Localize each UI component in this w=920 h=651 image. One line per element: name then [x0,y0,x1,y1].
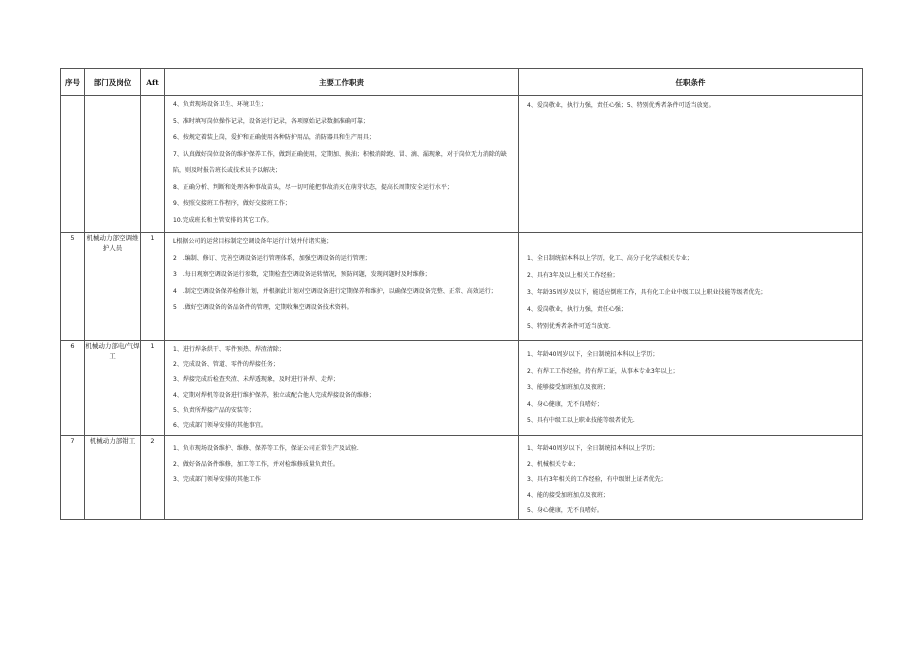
table-row [61,96,863,233]
row-qty [141,96,165,233]
cell-line: 10.完成班长和主管安排的其它工作。 [173,216,273,224]
cell-line: 5、准时填写岗位操作记录，设备运行记录，各项原始记录数据准确可靠； [173,117,369,125]
row-duties [165,233,519,341]
cell-line: 4、身心健康，无不良嗜好； [527,400,603,408]
cell-line: 5、身心健康，无不良嗜好。 [527,507,603,514]
cell-line: 1、进行焊条烘干、零件预热、焊渣清除； [173,346,285,353]
cell-line: 1、年龄40周岁以下，全日制统招本科以上学历； [527,445,659,452]
row-requirements [519,233,863,341]
duties-list [165,233,518,340]
cell-line: 9、按照交接班工作程序，做好交接班工作； [173,200,291,207]
cell-line: 5、负责所焊接产品的安装等； [173,406,255,414]
cell-line: 2、具有3年及以上相关工作经验； [527,272,619,279]
cell-line: 5、特别优秀者条件可适当放宽. [527,323,611,330]
duties-list [165,341,518,433]
row-dept [85,96,141,233]
cell-line: 4、爱岗敬业，执行力强，责任心强； [527,306,627,313]
cell-line: 4、能的接受加班加点及夜班； [527,491,609,499]
row-no: 5 [61,233,85,341]
duties-list [165,436,518,488]
cell-line: 3、年龄35周岁及以下，能适应倒班工作，具有化工企业中级工以上职业技能等级者优先； [527,289,767,296]
cell-line: 3 .每日观察空调设备运行参数，定期检查空调设备运转情况，预防问题，发现问题时及时维修； [173,271,431,278]
header-dept: 部门及岗位 [85,69,141,96]
cell-line: 5 .做好空调设备的备品备件的管理，定期收集空调设备技术资料。 [173,304,353,311]
cell-line: 6、按规定着装上岗，爱护和正确使用各种防护用品，消防器具和生产用具； [173,134,375,141]
row-dept: 机械动力部钳工 [85,436,141,520]
row-dept: 机械动力部电/气焊工 [85,341,141,436]
row-qty: 2 [141,436,165,520]
cell-line: 2、有焊工工作经验，持有焊工证，从事本专业3年以上； [527,367,679,375]
table-header-row [61,69,863,96]
cell-line: 6、完成部门领导安排的其他事宜。 [173,422,267,430]
cell-line: 1、全日制统招本科以上学历，化工、高分子化学或相关专业； [527,255,693,262]
cell-line: 1、负市现场设备维护、维修、保养等工作，保证公司正常生产及试验. [173,445,359,452]
cell-line: 8、正确分析、判断和处理各种事故苗头，尽一切可能把事故消灭在萌芽状态，提高长周期安全运行水平； [173,183,453,191]
cell-line: 1、年龄40周岁以下，全日制统招本科以上学历； [527,351,659,358]
row-no: 7 [61,436,85,520]
row-no: 6 [61,341,85,436]
requirements-list [519,436,862,519]
cell-line: 5、具有中级工以上职业技能等级者优先. [527,417,635,424]
cell-line: 4 .制定空调设备保养检修计划，并根据此计划对空调设备进行定期保养和维护，以确保空调设备完整、正常、高效运行； [173,287,497,295]
header-qty: Aft [141,69,165,96]
table-row [61,341,863,436]
row-duties [165,96,519,233]
table-row [61,436,863,520]
table-row [61,233,863,341]
cell-line: 2 .编制、修订、完善空调设备运行管理体系，加强空调设备的运行管理； [173,254,371,262]
requirements-list [519,341,862,430]
cell-line: 2、完成设备、管道、零件的焊接任务； [173,361,279,369]
row-requirements [519,341,863,436]
row-qty: 1 [141,341,165,436]
header-requirements: 任职条件 [519,69,863,96]
cell-line: 4、定期对焊机等设备进行维护保养，独立或配合他人完成焊接设备的维修； [173,391,375,399]
cell-line: 4、爱岗敬业，执行力强，责任心强；5、特别优秀者条件可适当放宽。 [527,102,715,109]
row-duties [165,341,519,436]
header-duties: 主要工作职责 [165,69,519,96]
cell-line: 3、能够接受加班加点及夜班； [527,384,609,391]
row-qty: 1 [141,233,165,341]
requirements-list [519,96,862,114]
cell-line: 3、焊接完成后检查夹渣、未焊透现象，及时进行补焊、走焊； [173,376,339,384]
cell-line: 4、负责现场设备卫生、环境卫生； [173,101,267,108]
cell-line: L根据公司的运营目标制定空调设备年运行计划并付诸实施； [173,238,333,245]
row-duties [165,436,519,520]
cell-line: 3、完成部门领导安排的其他工作 [173,476,261,483]
row-dept: 机械动力部空调维护人员 [85,233,141,341]
row-requirements [519,436,863,520]
cell-line: 7、认真做好岗位设备的维护保养工作，做到正确使用，定期加、换油；积极消除跑、冒、滴、漏现象，对于岗位无力消除的缺陷，则及时报告班长或技术员予以解决； [173,150,507,174]
requirements-list [519,233,862,335]
row-no [61,96,85,233]
duties-list [165,96,518,232]
cell-line: 2、做好备品备件维修，加工等工作，并对检维修质量负责任。 [173,460,339,468]
cell-line: 2、机械相关专业； [527,460,579,468]
cell-line: 3、具有3年相关的工作经验，有中级钳上证者优先； [527,476,667,483]
header-no: 序号 [61,69,85,96]
row-requirements [519,96,863,233]
job-duties-table [60,68,863,520]
